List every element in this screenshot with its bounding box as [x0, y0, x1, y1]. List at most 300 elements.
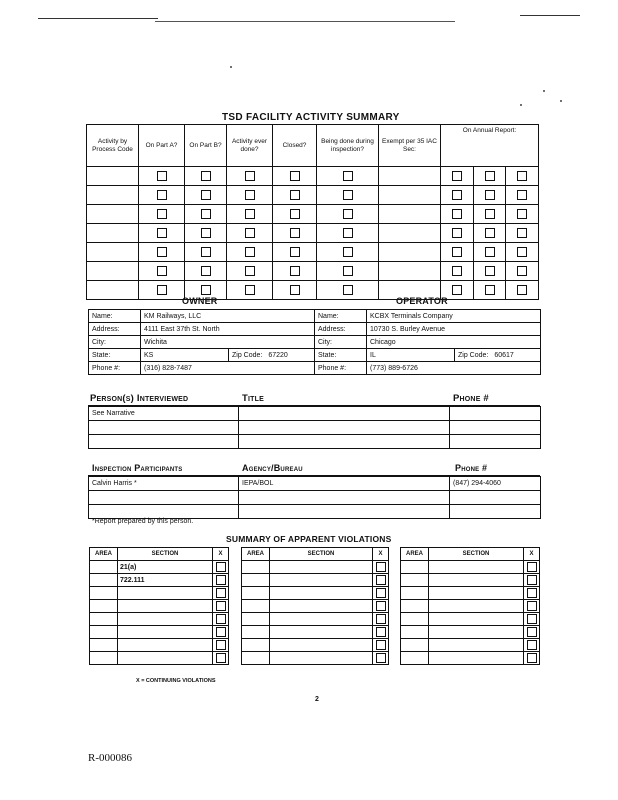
person-row-phone	[450, 421, 541, 435]
checkbox[interactable]	[452, 247, 462, 257]
violation-x-cell	[524, 574, 540, 587]
checkbox[interactable]	[245, 228, 255, 238]
checkbox[interactable]	[157, 190, 167, 200]
violation-area	[90, 587, 118, 600]
violation-row	[242, 613, 389, 626]
continuing-violation-checkbox[interactable]	[527, 627, 537, 637]
process-code-cell	[87, 262, 139, 281]
tsd-row	[87, 281, 539, 300]
checkbox[interactable]	[485, 228, 495, 238]
participant-row	[89, 491, 541, 505]
continuing-violation-checkbox[interactable]	[376, 653, 386, 663]
participant-row-participant: Calvin Harris *	[89, 477, 239, 491]
person-row-phone	[450, 407, 541, 421]
participant-row	[89, 505, 541, 519]
violation-row	[90, 639, 229, 652]
participant-row-agency	[239, 505, 450, 519]
owner-zip: 67220	[268, 351, 288, 359]
violation-x-cell	[373, 652, 389, 665]
checkbox[interactable]	[517, 285, 527, 295]
violation-row	[90, 587, 229, 600]
person-row-person	[89, 421, 239, 435]
checkbox[interactable]	[517, 190, 527, 200]
col-x-header: X	[213, 548, 229, 561]
checkbox-cell	[317, 224, 379, 243]
violation-x-cell	[213, 652, 229, 665]
continuing-violation-checkbox[interactable]	[527, 653, 537, 663]
checkbox-cell	[227, 281, 273, 300]
checkbox-cell	[139, 167, 185, 186]
checkbox-cell	[227, 186, 273, 205]
owner-city-label: City:	[89, 336, 141, 349]
page-title: TSD FACILITY ACTIVITY SUMMARY	[222, 112, 400, 123]
checkbox[interactable]	[290, 266, 300, 276]
checkbox[interactable]	[290, 247, 300, 257]
checkbox-cell	[441, 262, 474, 281]
violation-area	[242, 587, 270, 600]
checkbox-cell	[227, 262, 273, 281]
checkbox[interactable]	[201, 285, 211, 295]
owner-phone-label: Phone #:	[89, 362, 141, 375]
checkbox-cell	[474, 186, 506, 205]
violation-section	[270, 587, 373, 600]
continuing-violation-checkbox[interactable]	[216, 653, 226, 663]
checkbox[interactable]	[452, 190, 462, 200]
checkbox[interactable]	[452, 266, 462, 276]
violation-x-cell	[524, 561, 540, 574]
violation-x-cell	[373, 561, 389, 574]
checkbox-cell	[139, 186, 185, 205]
violation-section	[429, 613, 524, 626]
checkbox-cell	[139, 281, 185, 300]
violation-section	[270, 639, 373, 652]
violation-row	[242, 600, 389, 613]
col-area-header: AREA	[90, 548, 118, 561]
violation-x-cell	[373, 626, 389, 639]
violation-row	[401, 600, 540, 613]
checkbox-cell	[441, 205, 474, 224]
violation-area	[242, 600, 270, 613]
operator-city-label: City:	[315, 336, 367, 349]
violation-area	[401, 574, 429, 587]
violation-area	[401, 652, 429, 665]
checkbox[interactable]	[452, 209, 462, 219]
checkbox[interactable]	[343, 209, 353, 219]
checkbox-cell	[506, 167, 539, 186]
violation-x-cell	[373, 613, 389, 626]
continuing-violation-checkbox[interactable]	[527, 575, 537, 585]
checkbox[interactable]	[157, 285, 167, 295]
owner-phone: (316) 828-7487	[141, 362, 315, 375]
checkbox-cell	[379, 205, 441, 224]
checkbox[interactable]	[290, 228, 300, 238]
violation-row	[242, 587, 389, 600]
violation-area	[242, 561, 270, 574]
checkbox-cell	[474, 167, 506, 186]
continuing-violation-checkbox[interactable]	[527, 614, 537, 624]
checkbox[interactable]	[290, 209, 300, 219]
violation-row	[242, 574, 389, 587]
continuing-violation-checkbox[interactable]	[376, 640, 386, 650]
checkbox-cell	[506, 224, 539, 243]
checkbox[interactable]	[157, 171, 167, 181]
violation-section	[429, 652, 524, 665]
violation-section	[118, 587, 213, 600]
violation-area	[401, 600, 429, 613]
checkbox-cell	[139, 224, 185, 243]
checkbox-cell	[506, 281, 539, 300]
checkbox[interactable]	[452, 171, 462, 181]
checkbox-cell	[227, 205, 273, 224]
checkbox-cell	[441, 224, 474, 243]
violation-row	[242, 652, 389, 665]
participant-row-phone: (847) 294-4060	[450, 477, 541, 491]
checkbox[interactable]	[485, 171, 495, 181]
violation-row	[242, 626, 389, 639]
checkbox-cell	[273, 243, 317, 262]
violation-area	[401, 639, 429, 652]
violation-area	[90, 600, 118, 613]
checkbox-cell	[474, 224, 506, 243]
continuing-violation-checkbox[interactable]	[376, 627, 386, 637]
checkbox[interactable]	[245, 266, 255, 276]
continuing-violation-checkbox[interactable]	[376, 601, 386, 611]
col-closed-header: Closed?	[273, 125, 317, 167]
process-code-cell	[87, 243, 139, 262]
violation-row	[90, 561, 229, 574]
operator-phone: (773) 889-6726	[367, 362, 541, 375]
checkbox-cell	[441, 167, 474, 186]
violation-row	[90, 652, 229, 665]
tsd-row	[87, 243, 539, 262]
participant-row-participant	[89, 491, 239, 505]
agency-heading: Agency/Bureau	[242, 463, 303, 473]
participants-heading: Inspection Participants	[92, 463, 183, 473]
title-heading: Title	[242, 393, 264, 404]
checkbox[interactable]	[157, 266, 167, 276]
checkbox-cell	[139, 205, 185, 224]
violation-section	[429, 587, 524, 600]
owner-zip-label: Zip Code:	[232, 351, 263, 359]
col-exempt-header: Exempt per 35 IAC Sec:	[379, 125, 441, 167]
checkbox[interactable]	[485, 190, 495, 200]
continuing-violation-checkbox[interactable]	[527, 562, 537, 572]
violation-x-cell	[524, 652, 540, 665]
violation-x-cell	[213, 587, 229, 600]
violation-area	[90, 561, 118, 574]
checkbox[interactable]	[157, 228, 167, 238]
continuing-violations-legend: X = CONTINUING VIOLATIONS	[136, 678, 216, 684]
continuing-violation-checkbox[interactable]	[527, 640, 537, 650]
violations-heading: SUMMARY OF APPARENT VIOLATIONS	[226, 534, 392, 544]
operator-zip-label: Zip Code:	[458, 351, 489, 359]
checkbox[interactable]	[245, 190, 255, 200]
checkbox[interactable]	[201, 190, 211, 200]
checkbox-cell	[273, 281, 317, 300]
bates-number: R-000086	[88, 752, 132, 764]
violation-area	[242, 626, 270, 639]
checkbox-cell	[474, 281, 506, 300]
checkbox[interactable]	[245, 209, 255, 219]
operator-address: 10730 S. Burley Avenue	[367, 323, 541, 336]
continuing-violation-checkbox[interactable]	[216, 614, 226, 624]
violation-area	[90, 652, 118, 665]
violation-x-cell	[373, 587, 389, 600]
continuing-violation-checkbox[interactable]	[376, 588, 386, 598]
checkbox[interactable]	[343, 285, 353, 295]
checkbox[interactable]	[517, 247, 527, 257]
operator-state: IL	[367, 349, 455, 362]
violation-row	[401, 652, 540, 665]
continuing-violation-checkbox[interactable]	[216, 575, 226, 585]
checkbox-cell	[506, 262, 539, 281]
checkbox[interactable]	[245, 247, 255, 257]
persons-interviewed-table	[88, 406, 541, 449]
violation-section	[429, 561, 524, 574]
checkbox[interactable]	[452, 228, 462, 238]
tsd-row	[87, 186, 539, 205]
col-activity-header: Activity by Process Code	[87, 125, 139, 167]
persons-phone-heading: Phone #	[453, 393, 489, 404]
process-code-cell	[87, 224, 139, 243]
violation-area	[90, 626, 118, 639]
col-activity-ever-header: Activity ever done?	[227, 125, 273, 167]
col-x-header: X	[373, 548, 389, 561]
violation-x-cell	[373, 600, 389, 613]
person-row	[89, 435, 541, 449]
person-row-person: See Narrative	[89, 407, 239, 421]
violation-x-cell	[373, 574, 389, 587]
checkbox[interactable]	[485, 247, 495, 257]
person-row	[89, 421, 541, 435]
violation-area	[242, 574, 270, 587]
checkbox[interactable]	[201, 266, 211, 276]
col-being-done-header: Being done during inspection?	[317, 125, 379, 167]
violation-section	[118, 626, 213, 639]
violation-area	[242, 639, 270, 652]
continuing-violation-checkbox[interactable]	[216, 588, 226, 598]
checkbox-cell	[506, 186, 539, 205]
checkbox-cell	[317, 262, 379, 281]
violation-row	[401, 561, 540, 574]
violation-x-cell	[524, 600, 540, 613]
owner-address: 4111 East 37th St. North	[141, 323, 315, 336]
checkbox[interactable]	[517, 228, 527, 238]
checkbox-cell	[317, 281, 379, 300]
owner-name-label: Name:	[89, 310, 141, 323]
checkbox[interactable]	[485, 209, 495, 219]
checkbox-cell	[379, 186, 441, 205]
violation-row	[401, 626, 540, 639]
checkbox-cell	[139, 262, 185, 281]
checkbox-cell	[317, 243, 379, 262]
continuing-violation-checkbox[interactable]	[216, 562, 226, 572]
checkbox-cell	[506, 205, 539, 224]
col-area-header: AREA	[401, 548, 429, 561]
participants-table	[88, 476, 541, 519]
checkbox-cell	[227, 224, 273, 243]
checkbox-cell	[474, 205, 506, 224]
person-row	[89, 407, 541, 421]
violation-area	[90, 639, 118, 652]
tsd-row	[87, 205, 539, 224]
tsd-activity-table	[86, 124, 539, 300]
violation-section	[118, 600, 213, 613]
checkbox[interactable]	[517, 171, 527, 181]
checkbox[interactable]	[485, 285, 495, 295]
owner-state-label: State:	[89, 349, 141, 362]
continuing-violation-checkbox[interactable]	[216, 627, 226, 637]
owner-zip-cell	[229, 349, 315, 362]
operator-heading: OPERATOR	[396, 296, 448, 306]
violation-area	[401, 587, 429, 600]
page-number: 2	[315, 696, 319, 703]
owner-heading: OWNER	[182, 296, 218, 306]
violation-x-cell	[213, 574, 229, 587]
checkbox-cell	[379, 167, 441, 186]
violation-section	[429, 600, 524, 613]
continuing-violation-checkbox[interactable]	[527, 588, 537, 598]
violation-row	[90, 574, 229, 587]
col-annual-report-header: On Annual Report:	[441, 125, 539, 167]
checkbox[interactable]	[485, 266, 495, 276]
operator-table	[314, 309, 541, 375]
checkbox[interactable]	[343, 266, 353, 276]
violation-section	[270, 613, 373, 626]
checkbox[interactable]	[157, 209, 167, 219]
checkbox-cell	[185, 186, 227, 205]
violation-section	[118, 639, 213, 652]
checkbox[interactable]	[201, 171, 211, 181]
violation-x-cell	[213, 561, 229, 574]
checkbox-cell	[441, 186, 474, 205]
checkbox-cell	[139, 243, 185, 262]
checkbox[interactable]	[201, 228, 211, 238]
checkbox[interactable]	[343, 228, 353, 238]
checkbox-cell	[273, 224, 317, 243]
checkbox-cell	[317, 167, 379, 186]
owner-name: KM Railways, LLC	[141, 310, 315, 323]
violation-section	[270, 574, 373, 587]
violation-x-cell	[213, 639, 229, 652]
violation-section	[270, 652, 373, 665]
violation-row	[401, 613, 540, 626]
checkbox-cell	[273, 167, 317, 186]
checkbox-cell	[379, 262, 441, 281]
prepared-by-footnote: *Report prepared by this person.	[92, 518, 194, 525]
participant-row	[89, 477, 541, 491]
violation-section	[270, 626, 373, 639]
checkbox[interactable]	[290, 285, 300, 295]
violation-x-cell	[373, 639, 389, 652]
col-area-header: AREA	[242, 548, 270, 561]
participant-row-participant	[89, 505, 239, 519]
violation-row	[242, 639, 389, 652]
owner-table	[88, 309, 315, 375]
checkbox[interactable]	[201, 209, 211, 219]
checkbox-cell	[379, 243, 441, 262]
continuing-violation-checkbox[interactable]	[376, 562, 386, 572]
violation-area	[401, 626, 429, 639]
checkbox-cell	[273, 186, 317, 205]
owner-address-label: Address:	[89, 323, 141, 336]
person-row-title	[239, 407, 450, 421]
violation-section	[118, 613, 213, 626]
violation-area	[242, 613, 270, 626]
process-code-cell	[87, 186, 139, 205]
checkbox[interactable]	[290, 190, 300, 200]
checkbox-cell	[227, 243, 273, 262]
col-part-b-header: On Part B?	[185, 125, 227, 167]
checkbox[interactable]	[157, 247, 167, 257]
checkbox[interactable]	[245, 285, 255, 295]
violation-x-cell	[524, 639, 540, 652]
violation-row	[401, 574, 540, 587]
continuing-violation-checkbox[interactable]	[216, 640, 226, 650]
violation-section	[118, 652, 213, 665]
violation-area	[401, 613, 429, 626]
violation-x-cell	[524, 613, 540, 626]
violation-x-cell	[213, 600, 229, 613]
violation-row	[90, 626, 229, 639]
violations-table-1	[89, 547, 229, 665]
operator-zip-cell	[455, 349, 541, 362]
participant-row-agency: IEPA/BOL	[239, 477, 450, 491]
checkbox-cell	[185, 167, 227, 186]
violation-row	[90, 613, 229, 626]
violation-section	[429, 626, 524, 639]
checkbox[interactable]	[452, 285, 462, 295]
participant-row-agency	[239, 491, 450, 505]
checkbox-cell	[185, 205, 227, 224]
checkbox[interactable]	[517, 266, 527, 276]
process-code-cell	[87, 205, 139, 224]
checkbox[interactable]	[343, 247, 353, 257]
checkbox-cell	[273, 262, 317, 281]
violation-area	[242, 652, 270, 665]
violation-section: 21(a)	[118, 561, 213, 574]
violation-section: 722.111	[118, 574, 213, 587]
operator-phone-label: Phone #:	[315, 362, 367, 375]
checkbox[interactable]	[343, 190, 353, 200]
participants-phone-heading: Phone #	[455, 463, 488, 473]
operator-address-label: Address:	[315, 323, 367, 336]
checkbox-cell	[474, 262, 506, 281]
checkbox-cell	[474, 243, 506, 262]
checkbox[interactable]	[245, 171, 255, 181]
continuing-violation-checkbox[interactable]	[376, 614, 386, 624]
violation-x-cell	[213, 613, 229, 626]
continuing-violation-checkbox[interactable]	[216, 601, 226, 611]
checkbox[interactable]	[290, 171, 300, 181]
checkbox[interactable]	[201, 247, 211, 257]
checkbox[interactable]	[517, 209, 527, 219]
person-row-phone	[450, 435, 541, 449]
checkbox-cell	[317, 205, 379, 224]
continuing-violation-checkbox[interactable]	[376, 575, 386, 585]
checkbox-cell	[379, 224, 441, 243]
violation-area	[90, 613, 118, 626]
continuing-violation-checkbox[interactable]	[527, 601, 537, 611]
operator-zip: 60617	[494, 351, 514, 359]
checkbox-cell	[185, 224, 227, 243]
checkbox[interactable]	[343, 171, 353, 181]
violations-table-3	[400, 547, 540, 665]
person-row-person	[89, 435, 239, 449]
person-row-title	[239, 435, 450, 449]
col-section-header: SECTION	[118, 548, 213, 561]
col-section-header: SECTION	[429, 548, 524, 561]
